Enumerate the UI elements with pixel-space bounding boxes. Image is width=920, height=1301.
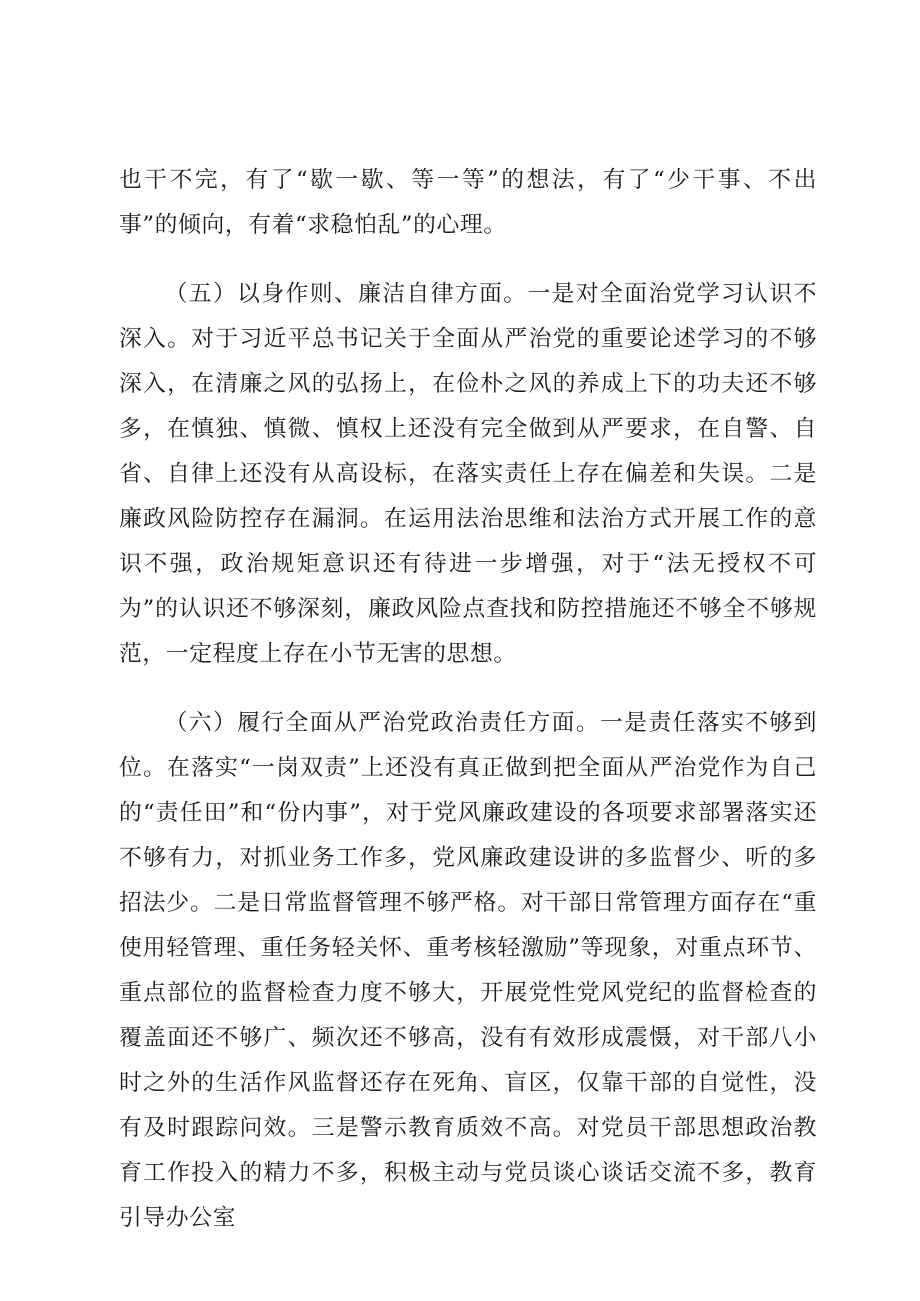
- document-body: [119, 158, 817, 1241]
- paragraph-continuation: 也干不完，有了“歇一歇、等一等”的想法，有了“少干事、不出事”的倾向，有着“求稳怕乱”的心理。: [119, 167, 817, 238]
- paragraph-section-six: （六）履行全面从严治党政治责任方面。一是责任落实不够到位。在落实“一岗双责”上还没有真正做到把全面从严治党作为自己的“责任田”和“份内事”，对于党风廉政建设的各项要求部署落实还不够有力，对抓业务工作多，党风廉政建设讲的多监督少、听的多招法少。二是日常监督管理不够严格。对干部日常管理方面存在“重使用轻管理、重任务轻关怀、重考核轻激励”等现象，对重点环节、重点部位的监督检查力度不够大，开展党性党风党纪的监督检查的覆盖面还不够广、频次还不够高，没有有效形成震慑，对干部八小时之外的生活作风监督还存在死角、盲区，仅靠干部的自觉性，没有及时跟踪问效。三是警示教育质效不高。对党员干部思想政治教育工作投入的精力不多，积极主动与党员谈心谈话交流不多，教育引导办公室: [119, 710, 817, 1231]
- paragraph-section-five: （五）以身作则、廉洁自律方面。一是对全面治党学习认识不深入。对于习近平总书记关于全面从严治党的重要论述学习的不够深入，在清廉之风的弘扬上，在俭朴之风的养成上下的功夫还不够多，在慎独、慎微、慎权上还没有完全做到从严要求，在自警、自省、自律上还没有从高设标，在落实责任上存在偏差和失误。二是廉政风险防控存在漏洞。在运用法治思维和法治方式开展工作的意识不强，政治规矩意识还有待进一步增强，对于“法无授权不可为”的认识还不够深刻，廉政风险点查找和防控措施还不够全不够规范，一定程度上存在小节无害的思想。: [119, 281, 817, 667]
